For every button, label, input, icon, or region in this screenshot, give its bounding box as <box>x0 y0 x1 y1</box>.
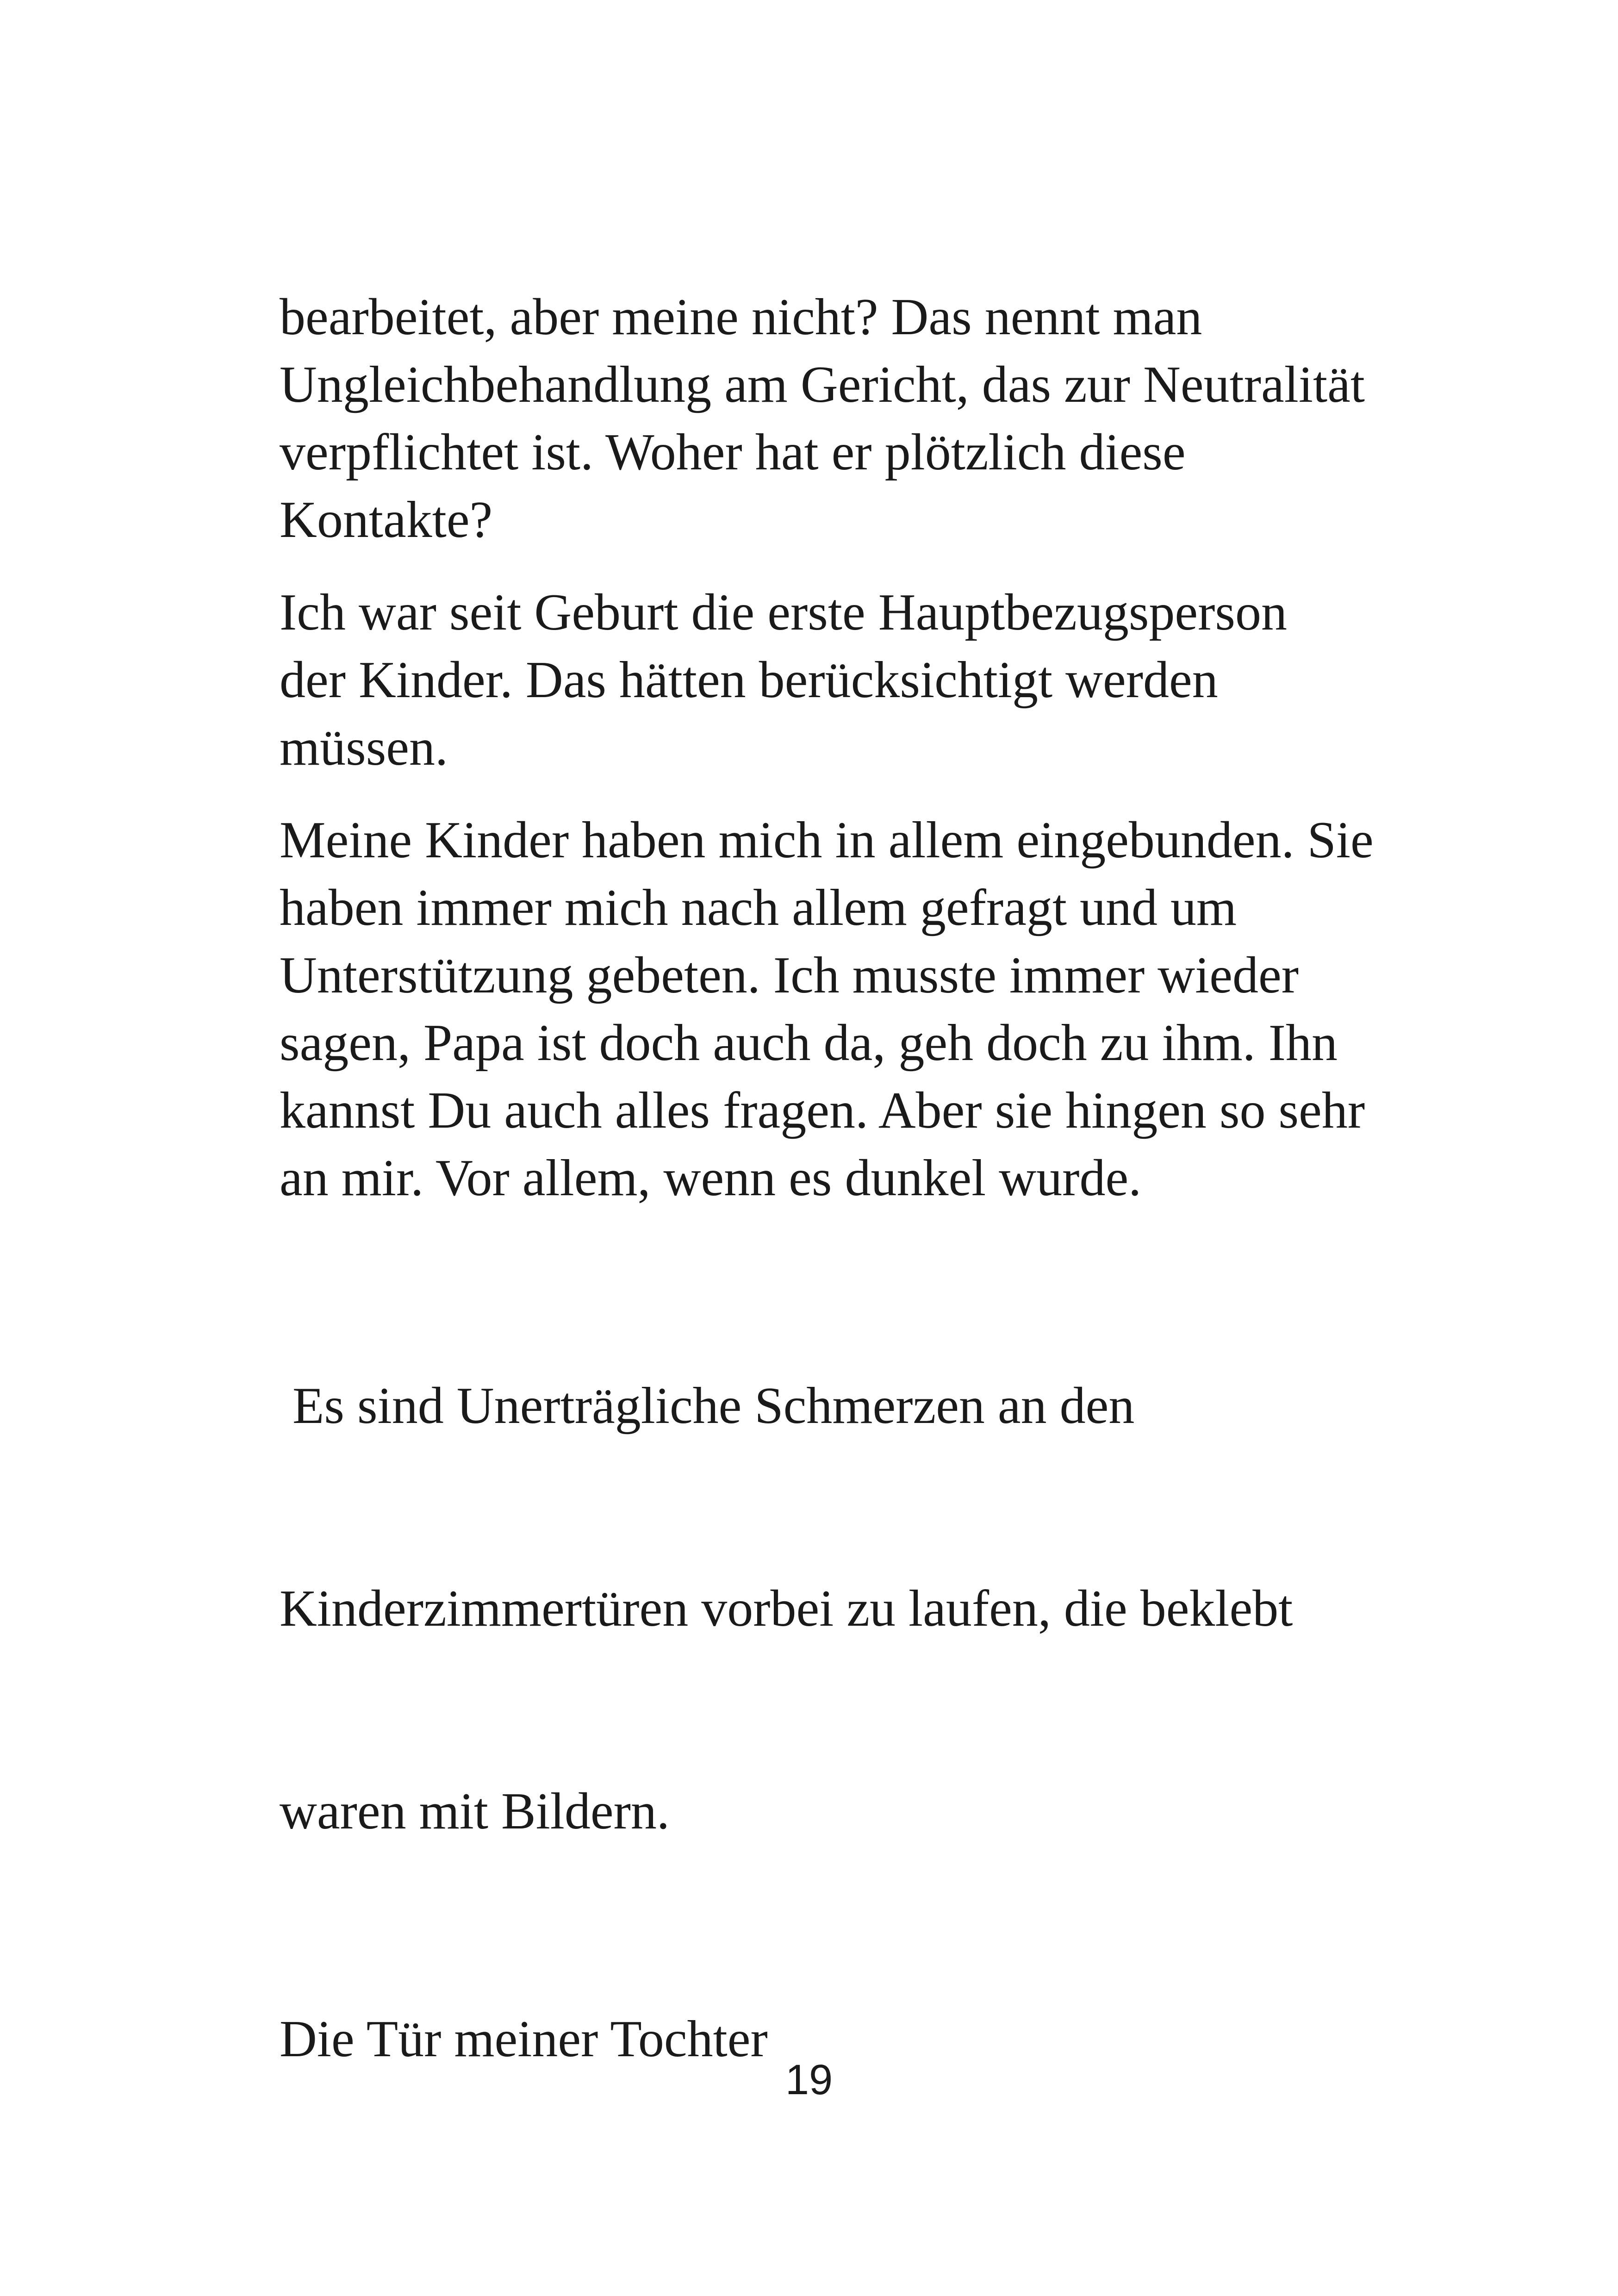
body-text <box>280 283 1390 2098</box>
text-line: Ungleichbehandlung am Gericht, das zur Neutralität <box>280 356 1365 413</box>
paragraph-1 <box>280 283 1390 554</box>
text-line: an mir. Vor allem, wenn es dunkel wurde. <box>280 1149 1142 1207</box>
text-line: haben immer mich nach allem gefragt und um <box>280 879 1237 936</box>
page-number: 19 <box>785 2056 833 2103</box>
text-line: Es sind Unerträgliche Schmerzen an den <box>280 1377 1135 1435</box>
text-line: waren mit Bildern. <box>280 1783 670 1840</box>
text-line: Kontakte? <box>280 491 493 549</box>
text-line: Meine Kinder haben mich in allem eingebunden. Sie <box>280 811 1374 869</box>
paragraph-4 <box>280 1237 1390 1980</box>
text-line: sagen, Papa ist doch auch da, geh doch zu ihm. Ihn <box>280 1014 1338 1072</box>
text-line: verpflichtet ist. Woher hat er plötzlich diese <box>280 424 1186 481</box>
text-line: Die Tür meiner Tochter <box>280 2010 768 2068</box>
text-line: Kinderzimmertüren vorbei zu laufen, die beklebt <box>280 1580 1293 1637</box>
text-line: der Kinder. Das hätten berücksichtigt werden <box>280 651 1218 709</box>
text-line: Unterstützung gebeten. Ich musste immer wieder <box>280 947 1299 1004</box>
paragraph-3 <box>280 806 1390 1212</box>
text-line: Ich war seit Geburt die erste Hauptbezugsperson <box>280 584 1287 641</box>
text-line: bearbeitet, aber meine nicht? Das nennt man <box>280 288 1202 346</box>
text-line: müssen. <box>280 719 448 776</box>
paragraph-2 <box>280 579 1390 781</box>
text-line: kannst Du auch alles fragen. Aber sie hingen so sehr <box>280 1082 1365 1139</box>
